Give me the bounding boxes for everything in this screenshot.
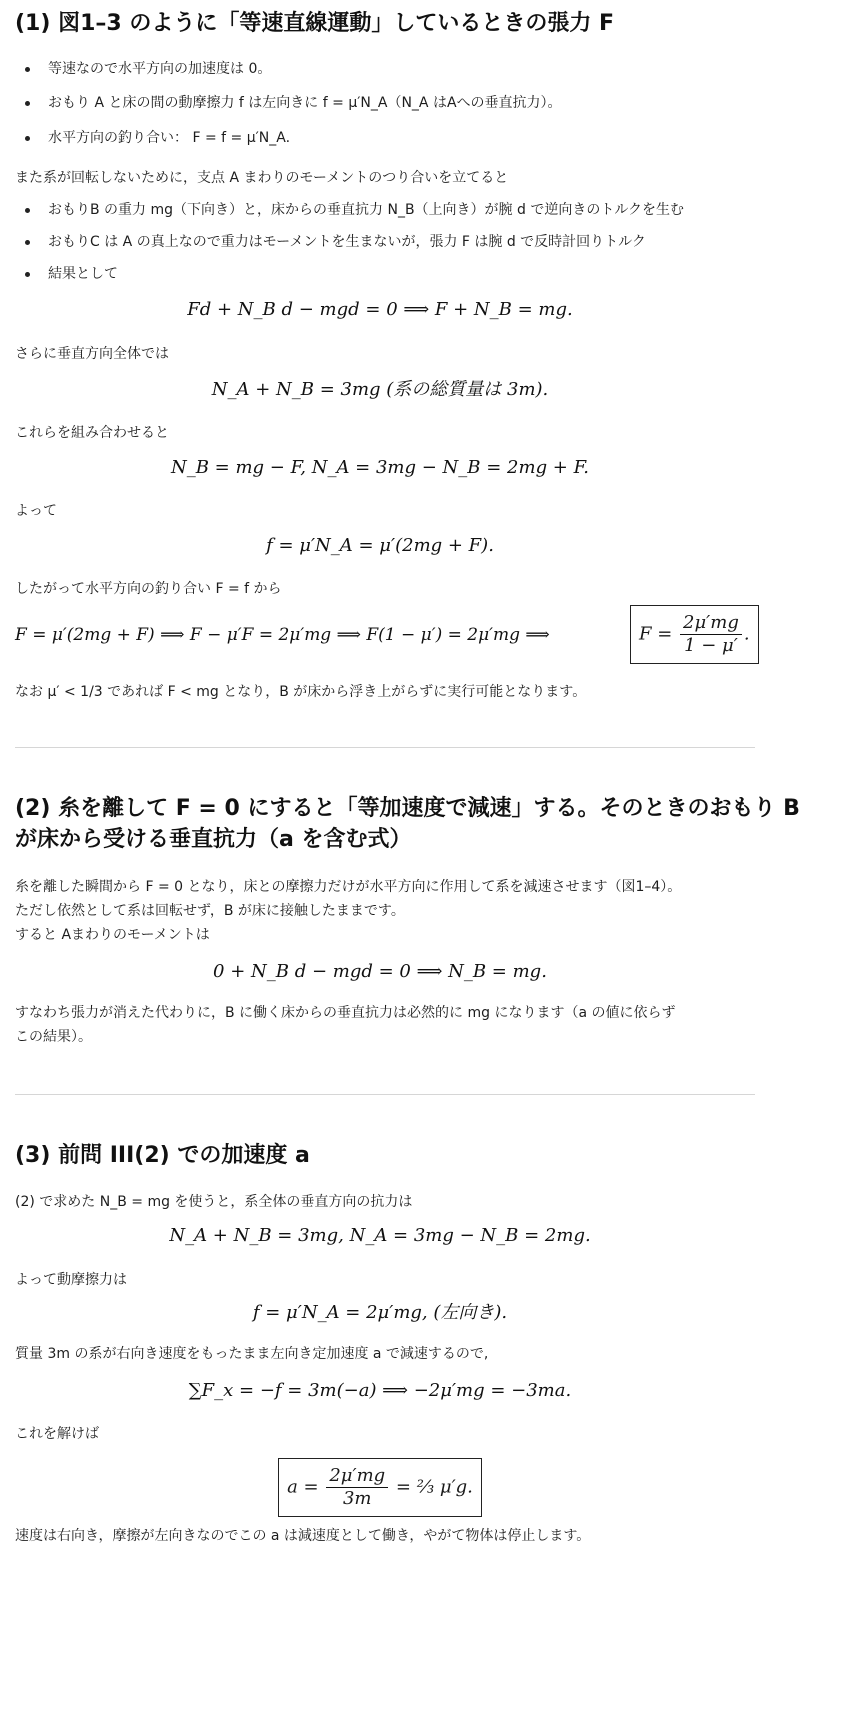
equation-friction: f = μ′N_A = μ′(2mg + F). [266,535,494,556]
equation-vertical: N_A + N_B = 3mg (系の総質量は 3m). [211,379,549,400]
equation-normal: N_A + N_B = 3mg, N_A = 3mg − N_B = 2mg. [169,1225,591,1246]
equation-moment: Fd + N_B d − mgd = 0 ⟹ F + N_B = mg. [187,299,573,320]
divider [15,747,755,748]
therefore-text: よって [15,503,57,519]
equation-combine: N_B = mg − F, N_A = 3mg − N_B = 2mg + F. [170,457,590,478]
bullet: おもり A と床の間の動摩擦力 f は左向きに f = μ′N_A（N_A はAへの垂直抗力）。 [25,91,562,115]
divider [15,1094,755,1095]
vertical-intro: さらに垂直方向全体では [15,346,169,362]
section2-title-line2: が床から受ける垂直抗力（a を含む式） [15,827,412,852]
section3-paragraph: よって動摩擦力は [15,1272,127,1288]
bullet: 結果として [25,262,118,286]
section2-paragraph: 糸を離した瞬間から F = 0 となり，床との摩擦力だけが水平方向に作用して系を減速させます（図1–4）。 [15,879,682,895]
section2-title-line1: (2) 糸を離して F = 0 にすると「等加速度で減速」する。そのときのおもり B [15,796,800,821]
equation-friction-3: f = μ′N_A = 2μ′mg, (左向き). [252,1302,508,1323]
bullet: 水平方向の釣り合い： F = f = μ′N_A. [25,126,290,150]
section2-paragraph: ただし依然として系は回転せず，B が床に接触したままです。 [15,903,405,919]
section2-conclusion: すなわち張力が消えた代わりに，B に働く床からの垂直抗力は必然的に mg になります（a の値に依らずこの結果）。 [15,1005,676,1045]
result-box-a: a = $\frac{2\mu'mg}{3m}$ = ⅔ μ′g. [0,1458,760,1517]
section2-paragraph: すると Aまわりのモーメントは [15,927,210,943]
moment-intro: また系が回転しないために，支点 A まわりのモーメントのつり合いを立てると [15,170,509,186]
section1-title: (1) 図1–3 のように「等速直線運動」しているときの張力 F [15,11,615,36]
section3-paragraph: これを解けば [15,1426,99,1442]
section3-paragraph: 質量 3m の系が右向き速度をもったまま左向き定加速度 a で減速するので, [15,1346,489,1362]
bullet: 等速なので水平方向の加速度は 0。 [25,57,271,81]
result-box-F: F = $\frac{2\mu'mg}{1 - \mu'}$ . [630,605,759,664]
combine-intro: これらを組み合わせると [15,425,169,441]
equation-newton: ∑F_x = −f = 3m(−a) ⟹ −2μ′mg = −3ma. [188,1380,572,1401]
balance-intro: したがって水平方向の釣り合い F = f から [15,581,282,597]
bullet: おもりB の重力 mg（下向き）と，床からの垂直抗力 N_B（上向き）が腕 d で逆向きのトルクを生む [25,198,684,222]
section3-paragraph: (2) で求めた N_B = mg を使うと，系全体の垂直方向の抗力は [15,1194,413,1210]
section3-title: (3) 前問 III(2) での加速度 a [15,1143,310,1168]
section3-conclusion: 速度は右向き，摩擦が左向きなのでこの a は減速度として働き，やがて物体は停止します。 [15,1528,591,1544]
bullet: おもりC は A の真上なので重力はモーメントを生まないが，張力 F は腕 d で反時計回りトルク [25,230,646,254]
equation-solve: F = μ′(2mg + F) ⟹ F − μ′F = 2μ′mg ⟹ F(1 − μ′) = 2μ′mg ⟹ [15,625,550,645]
feasibility-note: なお μ′ < 1/3 であれば F < mg となり，B が床から浮き上がらずに実行可能となります。 [15,684,587,700]
equation-moment-2: 0 + N_B d − mgd = 0 ⟹ N_B = mg. [213,961,547,982]
